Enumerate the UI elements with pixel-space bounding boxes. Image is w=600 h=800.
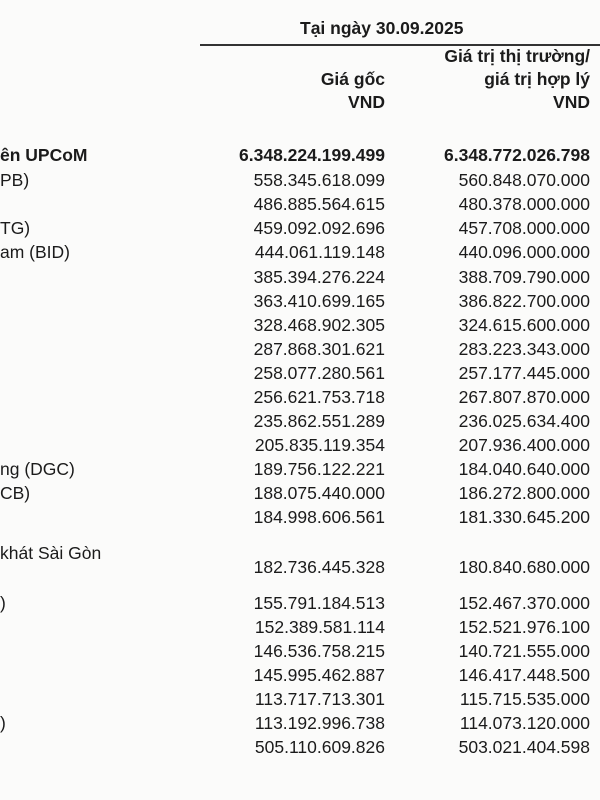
fair-value: 388.709.790.000 [458,267,590,287]
fair-value: 257.177.445.000 [458,363,590,383]
date-header: Tại ngày 30.09.2025 [300,18,464,38]
cost-value: 146.536.758.215 [253,641,385,661]
cost-value: 328.468.902.305 [253,315,385,335]
table-row [0,168,600,192]
table-row [0,457,600,481]
table-row [0,711,600,735]
fair-value: 236.025.634.400 [458,411,590,431]
table-row [0,192,600,216]
fair-value: 560.848.070.000 [458,170,590,190]
fair-value: 114.073.120.000 [459,713,590,733]
table-row [0,591,600,615]
fair-value: 6.348.772.026.798 [444,145,590,165]
table-row [0,687,600,711]
row-label: PB) [0,170,30,190]
row-label: khát Sài Gòn [0,543,102,563]
fair-value-header-line1: Giá trị thị trường/ [444,46,590,66]
table-row [0,216,600,240]
cost-value: 145.995.462.887 [253,665,385,685]
cost-value: 6.348.224.199.499 [239,145,385,165]
row-label: ) [0,713,6,733]
row-label: ng (DGC) [0,459,75,479]
cost-value: 287.868.301.621 [253,339,385,359]
fair-value: 207.936.400.000 [458,435,590,455]
fair-value: 386.822.700.000 [458,291,590,311]
table-row [0,385,600,409]
fair-value: 480.378.000.000 [458,194,590,214]
cost-header: Giá gốc [320,69,385,89]
table-row [0,505,600,529]
fair-value: 181.330.645.200 [458,507,590,527]
cost-value: 258.077.280.561 [253,363,385,383]
cost-value: 558.345.618.099 [253,170,385,190]
row-label: am (BID) [0,242,70,262]
cost-value: 188.075.440.000 [253,483,385,503]
cost-value: 459.092.092.696 [253,218,385,238]
fair-value: 184.040.640.000 [458,459,590,479]
fair-value: 440.096.000.000 [458,242,590,262]
fair-value: 152.467.370.000 [458,593,590,613]
fair-value: 186.272.800.000 [458,483,590,503]
cost-value: 205.835.119.354 [254,435,385,455]
table-row [0,663,600,687]
fair-value: 457.708.000.000 [458,218,590,238]
fair-value: 324.615.600.000 [458,315,590,335]
row-label: TG) [0,218,31,238]
table-row [0,481,600,505]
row-label: ên UPCoM [0,145,88,165]
table-row [0,735,600,759]
cost-value: 189.756.122.221 [253,459,385,479]
cost-value: 113.192.996.738 [254,713,385,733]
cost-value: 152.389.581.114 [254,617,385,637]
fair-value: 115.715.535.000 [459,689,590,709]
table-row [0,409,600,433]
table-row [0,433,600,457]
fair-value: 152.521.976.100 [458,617,590,637]
fair-value-header-unit: VND [553,92,590,112]
table-row [0,615,600,639]
table-row [0,289,600,313]
table-row [0,639,600,663]
fair-value: 146.417.448.500 [458,665,590,685]
cost-header-unit: VND [348,92,385,112]
cost-value: 444.061.119.148 [254,242,385,262]
cost-value: 155.791.184.513 [253,593,385,613]
cost-value: 235.862.551.289 [253,411,385,431]
table-row [0,337,600,361]
cost-value: 385.394.276.224 [253,267,385,287]
fair-value: 180.840.680.000 [458,557,590,577]
table-row [0,143,600,167]
cost-value: 113.717.713.301 [254,689,385,709]
table-row [0,361,600,385]
row-label: ) [0,593,6,613]
fair-value-header-line2: giá trị hợp lý [484,69,590,89]
cost-value: 505.110.609.826 [254,737,385,757]
fair-value: 503.021.404.598 [458,737,590,757]
table-row [0,240,600,264]
row-label: CB) [0,483,31,503]
table-row [0,313,600,337]
cost-value: 182.736.445.328 [253,557,385,577]
table-row [0,543,600,579]
cost-value: 184.998.606.561 [253,507,385,527]
fair-value: 283.223.343.000 [458,339,590,359]
cost-value: 486.885.564.615 [253,194,385,214]
fair-value: 267.807.870.000 [458,387,590,407]
cost-value: 363.410.699.165 [253,291,385,311]
fair-value: 140.721.555.000 [458,641,590,661]
cost-value: 256.621.753.718 [253,387,385,407]
table-row [0,265,600,289]
